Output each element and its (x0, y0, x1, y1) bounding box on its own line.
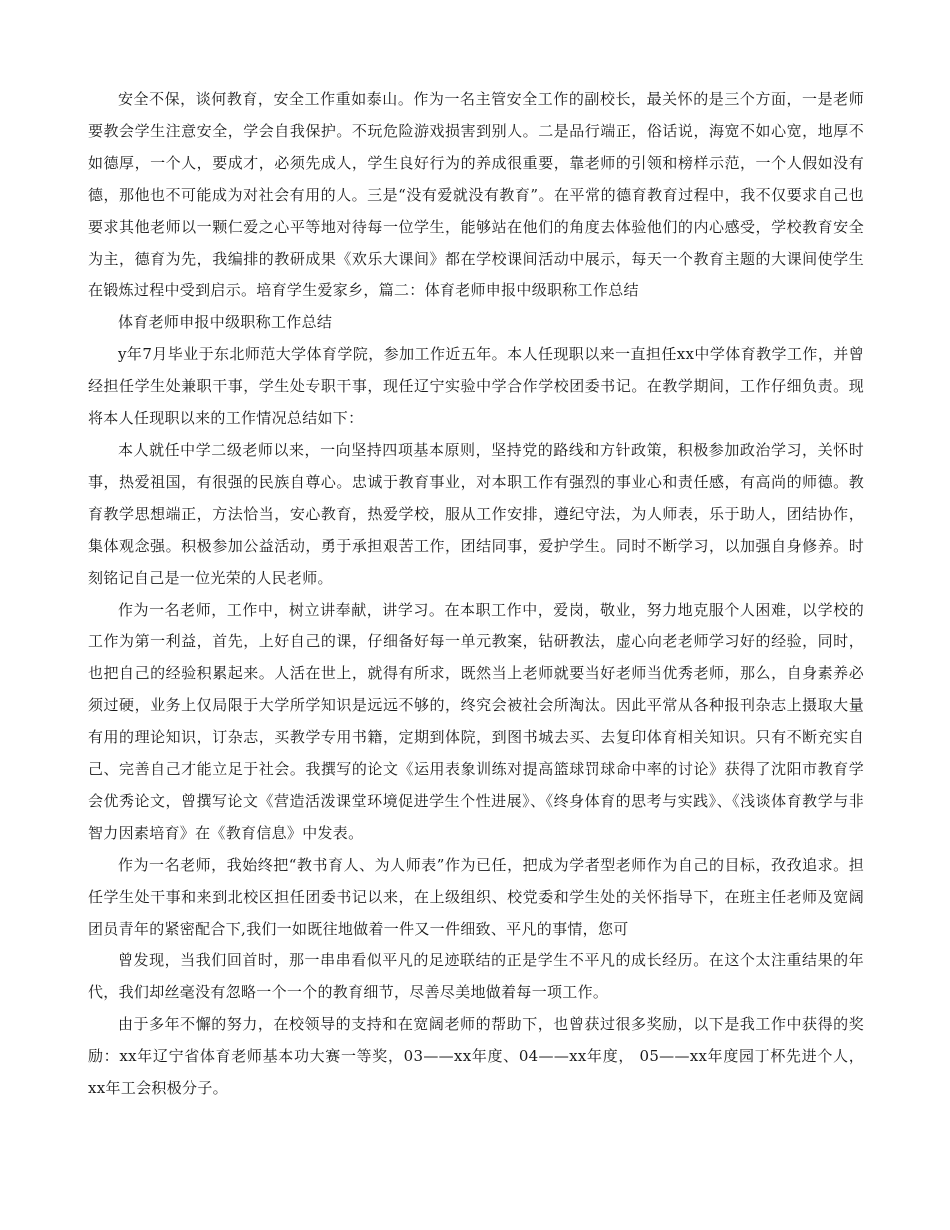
document-page (88, 84, 864, 1105)
paragraph-background: y年7月毕业于东北师范大学体育学院，参加工作近五年。本人任现职以来一直担任xx中学体育教学工作，并曾经担任学生处兼职干事，学生处专职干事，现任辽宁实验中学合作学校团委书记。在教学期间，工作仔细负责。现将本人任现职以来的工作情况总结如下： (88, 345, 864, 428)
paragraph-goals: 作为一名老师，我始终把“教书育人、为人师表”作为已任，把成为学者型老师作为自己的目标，孜孜追求。担任学生处干事和来到北校区担任团委书记以来，在上级组织、校党委和学生处的关怀指导下，在班主任老师及宽阔团员青年的紧密配合下,我们一如既往地做着一件又一件细致、平凡的事情，您可 (88, 855, 864, 938)
paragraph-awards: 由于多年不懈的努力，在校领导的支持和在宽阔老师的帮助下，也曾获过很多奖励，以下是我工作中获得的奖励：xx年辽宁省体育老师基本功大赛一等奖，03——xx年度、04——xx年度， 05——xx年度园丁杯先进个人，xx年工会积极分子。 (88, 1015, 864, 1098)
paragraph-reflection: 曾发现，当我们回首时，那一串串看似平凡的足迹联结的正是学生不平凡的成长经历。在这个太注重结果的年代，我们却丝毫没有忽略一个一个的教育细节，尽善尽美地做着每一项工作。 (88, 951, 864, 1002)
paragraph-political: 本人就任中学二级老师以来，一向坚持四项基本原则，坚持党的路线和方针政策，积极参加政治学习，关怀时事，热爱祖国，有很强的民族自尊心。忠诚于教育事业，对本职工作有强烈的事业心和责任感，有高尚的师德。教育教学思想端正，方法恰当，安心教育，热爱学校，服从工作安排，遵纪守法，为人师表，乐于助人，团结协作，集体观念强。积极参加公益活动，勇于承担艰苦工作，团结同事，爱护学生。同时不断学习，以加强自身修养。时刻铭记自己是一位光荣的人民老师。 (88, 440, 864, 587)
section-heading: 体育老师申报中级职称工作总结 (118, 313, 333, 332)
paragraph-teaching: 作为一名老师，工作中，树立讲奉献，讲学习。在本职工作中，爱岗，敬业，努力地克服个人困难，以学校的工作为第一利益，首先，上好自己的课，仔细备好每一单元教案，钻研教法，虚心向老老师学习好的经验，同时，也把自己的经验积累起来。人活在世上，就得有所求，既然当上老师就要当好老师当优秀老师，那么，自身素养必须过硬，业务上仅局限于大学所学知识是远远不够的，终究会被社会所淘汰。因此平常从各种报刊杂志上摄取大量有用的理论知识，订杂志，买教学专用书籍，定期到体院，到图书城去买、去复印体育相关知识。只有不断充实自己、完善自己才能立足于社会。我撰写的论文《运用表象训练对提高篮球罚球命中率的讨论》获得了沈阳市教育学会优秀论文，曾撰写论文《营造活泼课堂环境促进学生个性进展》、《终身体育的思考与实践》、《浅谈体育教学与非智力因素培育》在《教育信息》中发表。 (88, 600, 864, 842)
paragraph-safety: 安全不保，谈何教育，安全工作重如泰山。作为一名主管安全工作的副校长，最关怀的是三个方面，一是老师要教会学生注意安全，学会自我保护。不玩危险游戏损害到别人。二是品行端正，俗话说，海宽不如心宽，地厚不如德厚，一个人，要成才，必须先成人，学生良好行为的养成很重要，靠老师的引领和榜样示范，一个人假如没有德，那他也不可能成为对社会有用的人。三是“没有爱就没有教育”。在平常的德育教育过程中，我不仅要求自己也要求其他老师以一颗仁爱之心平等地对待每一位学生，能够站在他们的角度去体验他们的内心感受，学校教育安全为主，德育为先，我编排的教研成果《欢乐大课间》都在学校课间活动中展示，每天一个教育主题的大课间使学生在锻炼过程中受到启示。培育学生爱家乡，篇二：体育老师申报中级职称工作总结 (88, 90, 864, 300)
